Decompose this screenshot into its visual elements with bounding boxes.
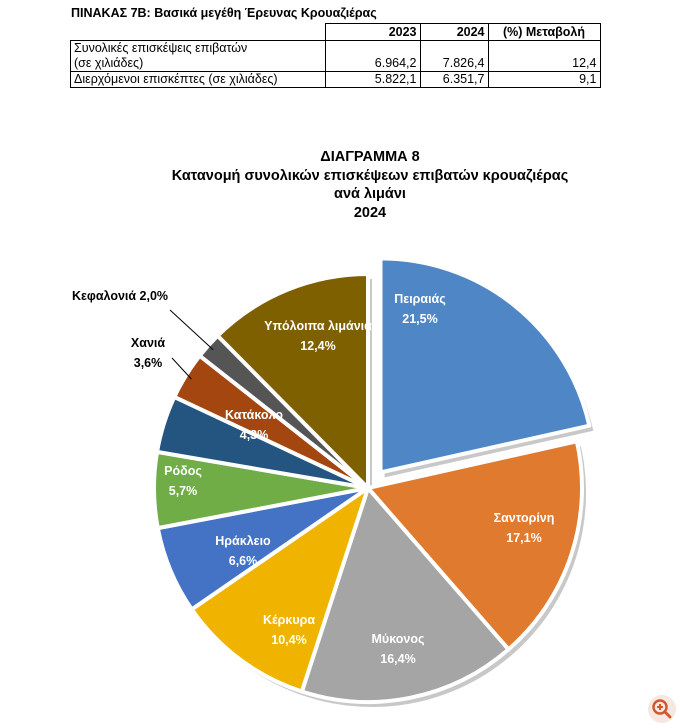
header-2024: 2024 <box>420 24 488 41</box>
zoom-in-icon <box>648 695 676 723</box>
pie-slice <box>381 258 590 472</box>
chart-title-line: Κατανομή συνολικών επισκέψεων επιβατών κρουαζιέρας <box>171 167 569 184</box>
cell-change: 9,1 <box>488 72 600 88</box>
slice-value: 5,7% <box>168 484 198 498</box>
chart-title-line: ανά λιμάνι <box>334 186 406 202</box>
slice-value: 16,4% <box>380 652 416 666</box>
slice-value: 21,5% <box>402 312 438 326</box>
slice-name: Υπόλοιπα λιμάνια <box>264 319 372 333</box>
slice-name: Πειραιάς <box>394 292 446 306</box>
slice-name: Κέρκυρα <box>262 613 316 627</box>
header-2023: 2023 <box>325 24 420 41</box>
cell-change: 12,4 <box>488 41 600 72</box>
cell-2024: 6.351,7 <box>420 72 488 88</box>
slice-value: 10,4% <box>271 633 307 647</box>
slice-name: Σαντορίνη <box>493 511 555 525</box>
table-title: ΠΙΝΑΚΑΣ 7Β: Βασικά μεγέθη Έρευνας Κρουαζιέρας <box>71 6 377 20</box>
row-label-line2: (σε χιλιάδες) <box>74 56 144 70</box>
slice-value: 4,3% <box>239 428 269 442</box>
slice-name: Κατάκολο <box>225 408 283 422</box>
slice-name: Μύκονος <box>371 632 425 646</box>
leader-line <box>170 310 213 350</box>
outside-slice-label: Χανιά <box>130 336 166 350</box>
row-label: Διερχόμενοι επισκέπτες (σε χιλιάδες) <box>71 72 326 88</box>
zoom-button[interactable] <box>648 695 676 723</box>
slice-value: 6,6% <box>228 554 258 568</box>
slice-name: Ηράκλειο <box>215 534 271 548</box>
outside-slice-label: Κεφαλονιά 2,0% <box>71 289 169 303</box>
slice-name: Ρόδος <box>164 464 202 478</box>
header-change: (%) Μεταβολή <box>488 24 600 41</box>
chart-title-line: ΔΙΑΓΡΑΜΜΑ 8 <box>320 149 420 165</box>
cell-2023: 6.964,2 <box>325 41 420 72</box>
chart-title-line: 2024 <box>353 204 387 221</box>
cell-2023: 5.822,1 <box>325 72 420 88</box>
cell-2024: 7.826,4 <box>420 41 488 72</box>
slice-value: 17,1% <box>506 531 542 545</box>
row-label-line1: Συνολικές επισκέψεις επιβατών <box>74 41 248 55</box>
slice-value: 12,4% <box>300 339 336 353</box>
outside-slice-label: 3,6% <box>133 356 163 370</box>
